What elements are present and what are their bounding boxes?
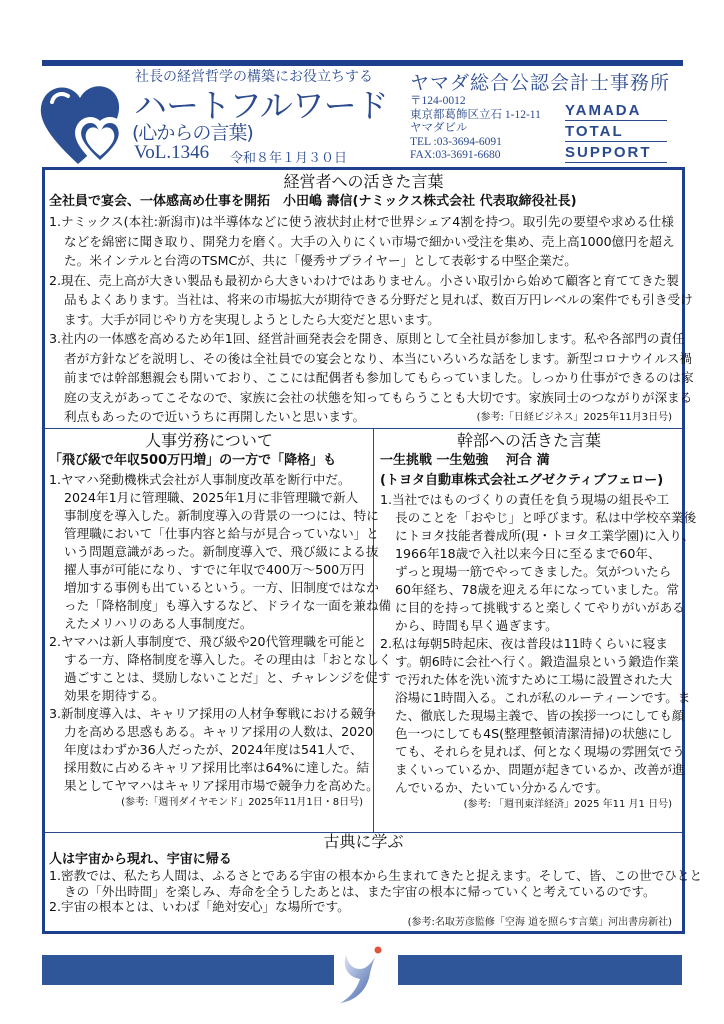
body-line: 擢人事が可能になり、すでに年収で400万～500万円	[64, 562, 365, 577]
body-line: 管理職において「仕事内容と給与が見合っていない」と	[64, 526, 379, 541]
body-line: 浴場に1時間入る。これが私のルーティーンです。ま	[395, 690, 691, 705]
section-manager-words	[376, 431, 697, 813]
section-body	[45, 868, 703, 915]
section-headline: 一生挑戦 一生勉強 河合 満	[380, 453, 550, 468]
column-divider	[373, 428, 374, 832]
section-reference: (参考:「日経ビジネス」2025年11月3日号)	[476, 411, 672, 423]
brand-line: TOTAL	[565, 121, 667, 142]
body-line: 3.社内の一体感を高めるため年1回、経営計画発表会を開き、原則として全社員が参加します。私や各部門の責任	[49, 331, 685, 346]
brand-line: SUPPORT	[565, 142, 667, 163]
content-frame	[42, 167, 703, 934]
hearts-logo-icon	[38, 76, 138, 168]
office-address	[410, 95, 541, 163]
body-line: で汚れた体を洗い流すために工場に設置された大	[395, 672, 673, 687]
body-line: 1966年18歳で入社以来今日に至るまで60年、	[395, 546, 661, 561]
body-line: す。朝6時に会社へ行く。鍛造温泉という鍛造作業	[395, 654, 679, 669]
body-line: まくいっているか、問題が起きているか、改善が進	[395, 762, 685, 777]
section-reference: (参考:名取芳彦監修「空海 道を照らす言葉」河出書房新社)	[407, 916, 672, 928]
body-line: 長のことを「おやじ」と呼びます。私は中学校卒業後	[395, 510, 697, 525]
body-line: などを綿密に聞き取り、開発力を磨く。大手の入りにくい市場で細かい受注を集め、売上高1000億円を超え	[64, 233, 675, 249]
body-line: 採用数に占めるキャリア採用比率は64%に達した。結	[64, 760, 370, 775]
body-line: 効果を期待する。	[64, 688, 165, 703]
newsletter-tagline: 社長の経営哲学の構築にお役立ちする	[135, 69, 373, 85]
section-body	[376, 491, 697, 797]
body-line: 者が方針などを説明し、その後は全社員での宴会となり、本当にいろいろな話をします。新型コロナウイルス禍	[64, 350, 692, 366]
body-line: きの「外出時間」を楽しみ、寿命を全うしたあとは、また宇宙の根本に帰っていくと考えているのです。	[64, 883, 656, 899]
section-reference: (参考:「週刊ダイヤモンド」2025年11月1日・8日号)	[121, 797, 363, 808]
company-logo-icon	[334, 941, 398, 1007]
volume-number: VoL.1346	[134, 142, 210, 163]
body-line: 2.現在、売上高が大きい製品も最初から大きいわけではありません。小さい取引から始めて顧客と育ててきた製	[49, 272, 679, 288]
body-line: ずっと現場一筋でやってきました。気がついたら	[395, 564, 672, 579]
body-line: 庭の支えがあってこそなので、家族に会社の状態を知ってもらうことも大切です。家族同士のつながりが深まる	[64, 389, 693, 405]
body-line: 色一つにしても4S(整理整頓清潔清掃)の状態にし	[395, 726, 673, 741]
body-line: 2.私は毎朝5時起床、夜は普段は11時くらいに寝ま	[380, 636, 668, 651]
body-line: た。米インテルと台湾のTSMCが、共に「優秀サプライヤー」として表彰する中堅企業だ。	[64, 253, 577, 268]
body-line: から、時間も早く過ぎます。	[395, 618, 558, 633]
body-line: 1.ナミックス(本社:新潟市)は半導体などに使う液状封止材で世界シェア4割を持つ。取引先の要望や求める仕様	[49, 214, 674, 229]
body-line: 品もよくあります。当社は、将来の市場拡大が期待できる分野だと見れば、数百万円レベルの案件でも引き受け	[64, 292, 693, 307]
body-line: 1.ヤマハ発動機株式会社が人事制度改革を断行中だ。	[49, 472, 351, 487]
postal-code: 〒124-0012	[410, 95, 466, 107]
body-line: 過ごすことは、奨励しないことだ」と、チャレンジを促す	[64, 670, 391, 685]
body-line: する一方、降格制度を導入した。その理由は「おとなしく	[64, 652, 392, 667]
office-name: ヤマダ総合公認会計士事務所	[410, 72, 671, 94]
body-line: えたメリハリのある人事制度だ。	[64, 616, 253, 631]
body-line: 2.ヤマハは新人事制度で、飛び級や20代管理職を可能と	[49, 634, 367, 649]
body-line: 3.新制度導入は、キャリア採用の人材争奪戦における競争	[49, 706, 376, 721]
body-line: 事制度を導入した。新制度導入の背景の一つには、特に	[64, 508, 379, 523]
newsletter-title: ハートフルワード	[134, 86, 388, 125]
section-classics	[45, 832, 703, 931]
body-line: ます。大手が同じやり方を実現しようとしたら大変だと思います。	[64, 311, 440, 327]
body-line: 1.密教では、私たち人間は、ふるさとである宇宙の根本から生まれてきたと捉えます。そして、皆、この世でひとと	[49, 868, 703, 883]
brand-block	[565, 100, 667, 163]
section-headline-affiliation: (トヨタ自動車株式会社エグゼクティブフェロー)	[380, 473, 664, 488]
section-headline: 人は宇宙から現れ、宇宙に帰る	[49, 852, 232, 867]
phone-number: TEL :03-3694-6091	[410, 135, 502, 148]
footer-bar-right	[398, 955, 682, 985]
street-address: 東京都葛飾区立石 1-12-11	[410, 108, 541, 121]
section-title: 経営者への活きた言葉	[283, 172, 444, 191]
section-body	[45, 212, 694, 427]
section-headline: 「飛び級で年収500万円増」の一方で「降格」も	[49, 453, 337, 468]
body-line: んでいるか、たいてい分かるんです。	[395, 780, 609, 795]
section-body	[45, 471, 392, 795]
body-line: 年度はわずか36人だったが、2024年度は541人で、	[64, 742, 363, 757]
body-line: 60年経ち、78歳を迎える年になっていました。常	[395, 582, 679, 597]
body-line: ても、それらを見れば、何となく現場の雰囲気でう	[395, 744, 685, 759]
divider	[45, 428, 682, 429]
body-line: た、徹底した現場主義で、皆の挨拶一つにしても顔	[395, 708, 685, 723]
section-reference: (参考: 「週刊東洋経済」2025 年11 月1 日号)	[463, 799, 672, 810]
body-line: 果としてヤマハはキャリア採用市場で競争力を高めた。	[64, 778, 379, 793]
body-line: 2.宇宙の根本とは、いわば「絶対安心」な場所です。	[49, 899, 350, 914]
section-title: 幹部への活きた言葉	[456, 431, 601, 450]
brand-line: YAMADA	[565, 100, 667, 121]
body-line: いう問題意識があった。新制度導入で、飛び級による抜	[64, 544, 379, 559]
footer-bar-left	[42, 955, 334, 985]
issue-date: 令和８年１月３０日	[230, 151, 348, 166]
body-line: にトヨタ技能者養成所(現・トヨタ工業学園)に入り、	[395, 528, 695, 543]
section-executive-words	[45, 172, 694, 426]
body-line: に目的を持って挑戦すると楽しくてやりがいがある	[395, 600, 685, 615]
body-line: 力を高める思惑もある。キャリア採用の人数は、2020	[64, 724, 374, 739]
fax-number: FAX:03-3691-6680	[410, 149, 501, 162]
body-line: 利点もあったので近いうちに再開したいと思います。	[64, 409, 366, 424]
section-headline: 全社員で宴会、一体感高め仕事を開拓 小田嶋 壽信(ナミックス株式会社 代表取締役社長)	[49, 194, 577, 209]
body-line: 2024年1月に管理職、2025年1月に非管理職で新人	[64, 490, 359, 505]
body-line: 前までは幹部懇親会も開いており、ここには配偶者も参加してもらっていました。しっかり仕事ができるのは家	[64, 370, 694, 385]
body-line: った「降格制度」も導入するなど、ドライな一面を兼ね備	[64, 598, 392, 613]
body-line: 増加する事例も出ているという。一方、旧制度ではなか	[64, 580, 379, 595]
section-hr	[45, 431, 392, 811]
building-name: ヤマダビル	[410, 122, 468, 135]
section-title: 人事労務について	[145, 431, 273, 450]
section-title: 古典に学ぶ	[323, 832, 404, 851]
body-line: 1.当社ではものづくりの責任を負う現場の組長や工	[380, 492, 670, 507]
newsletter-subtitle: (心からの言葉)	[132, 122, 253, 144]
